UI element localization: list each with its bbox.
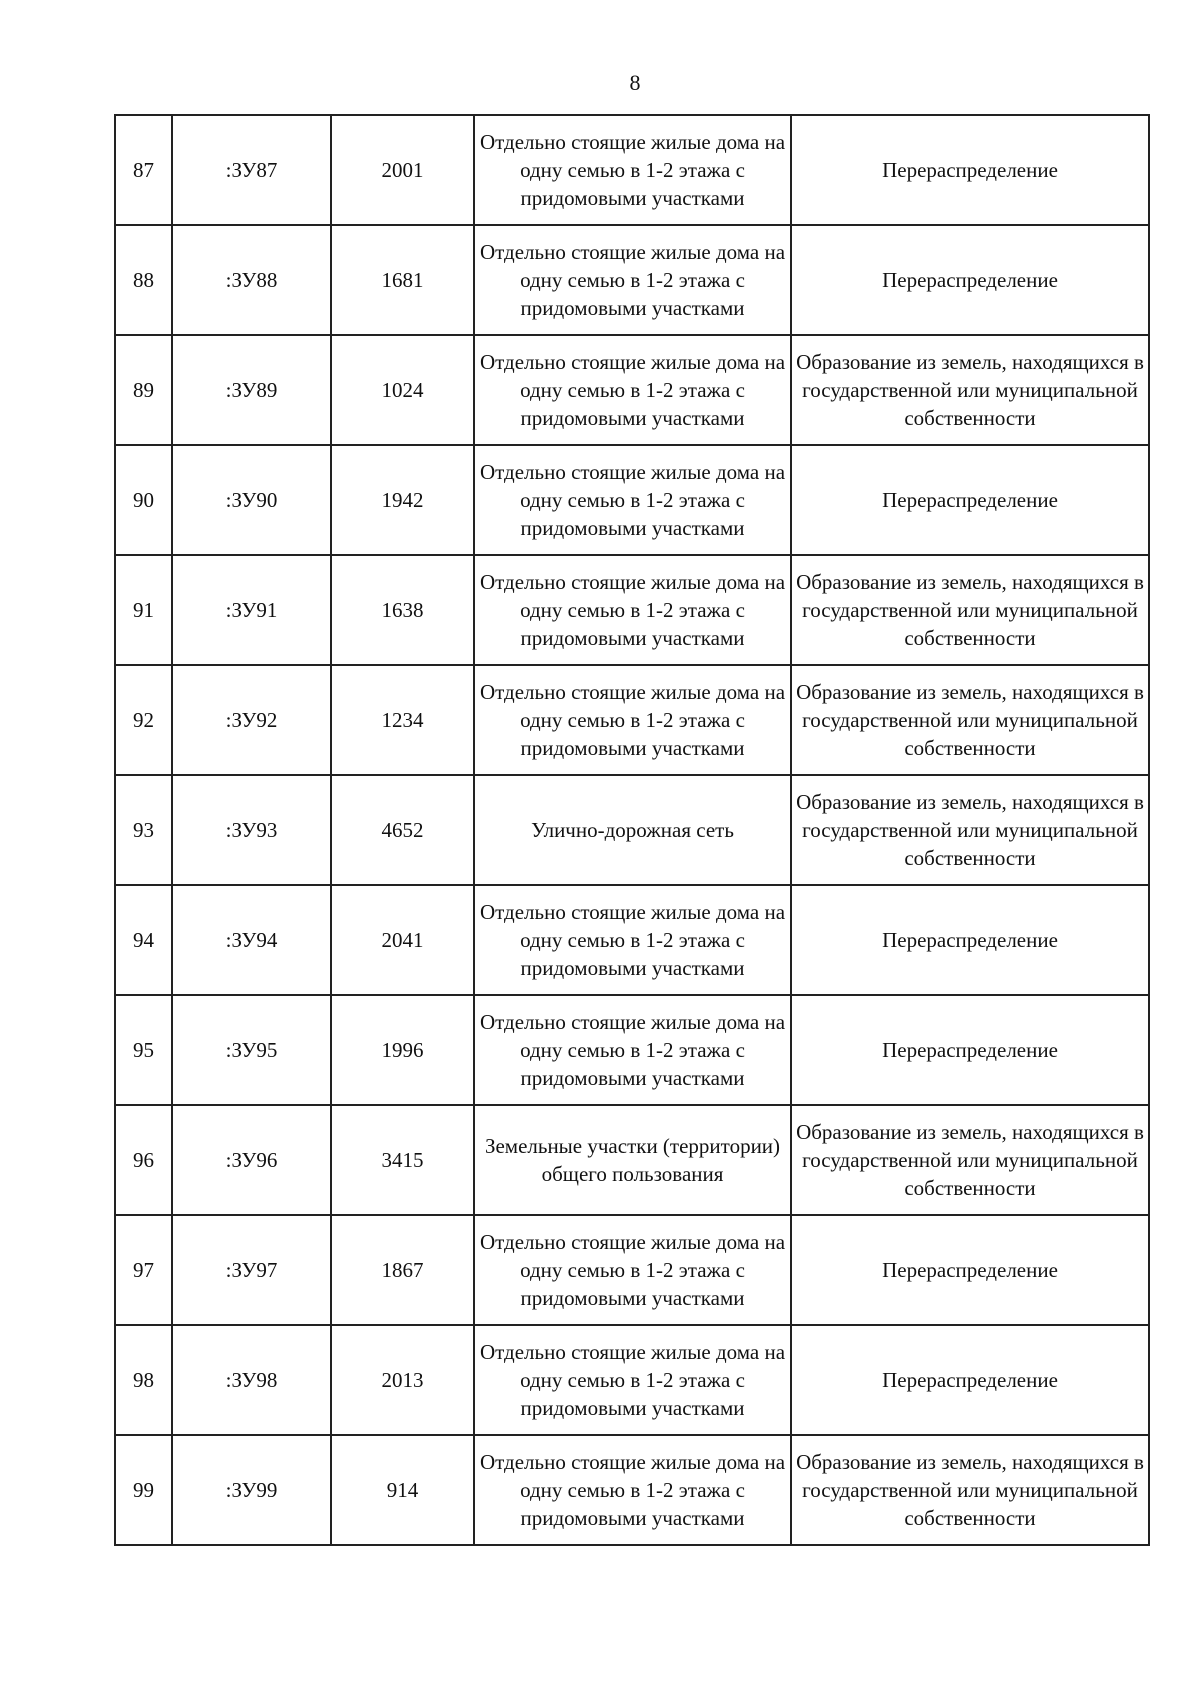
- table-row: [115, 1435, 1149, 1545]
- table-row: [115, 1215, 1149, 1325]
- plot-area: 1996: [331, 995, 474, 1105]
- plot-area: 3415: [331, 1105, 474, 1215]
- plot-area: 914: [331, 1435, 474, 1545]
- permitted-use: Отдельно стоящие жилые дома на одну семью в 1-2 этажа с придомовыми участками: [474, 885, 791, 995]
- table-row: [115, 775, 1149, 885]
- plot-area: 2001: [331, 115, 474, 225]
- permitted-use: Отдельно стоящие жилые дома на одну семью в 1-2 этажа с придомовыми участками: [474, 225, 791, 335]
- formation-method: Образование из земель, находящихся в государственной или муниципальной собственности: [791, 775, 1149, 885]
- table-row: [115, 115, 1149, 225]
- formation-method: Образование из земель, находящихся в государственной или муниципальной собственности: [791, 1435, 1149, 1545]
- formation-method: Перераспределение: [791, 115, 1149, 225]
- formation-method: Перераспределение: [791, 995, 1149, 1105]
- table-row: [115, 995, 1149, 1105]
- formation-method: Перераспределение: [791, 445, 1149, 555]
- plot-area: 1681: [331, 225, 474, 335]
- formation-method: Образование из земель, находящихся в государственной или муниципальной собственности: [791, 665, 1149, 775]
- plot-designation: :ЗУ96: [172, 1105, 331, 1215]
- permitted-use: Отдельно стоящие жилые дома на одну семью в 1-2 этажа с придомовыми участками: [474, 1325, 791, 1435]
- row-number: 94: [115, 885, 172, 995]
- formation-method: Перераспределение: [791, 1325, 1149, 1435]
- formation-method: Образование из земель, находящихся в государственной или муниципальной собственности: [791, 1105, 1149, 1215]
- plot-designation: :ЗУ89: [172, 335, 331, 445]
- plot-area: 1638: [331, 555, 474, 665]
- permitted-use: Земельные участки (территории) общего пользования: [474, 1105, 791, 1215]
- formation-method: Образование из земель, находящихся в государственной или муниципальной собственности: [791, 335, 1149, 445]
- permitted-use: Отдельно стоящие жилые дома на одну семью в 1-2 этажа с придомовыми участками: [474, 115, 791, 225]
- row-number: 93: [115, 775, 172, 885]
- permitted-use: Отдельно стоящие жилые дома на одну семью в 1-2 этажа с придомовыми участками: [474, 1435, 791, 1545]
- row-number: 91: [115, 555, 172, 665]
- formation-method: Образование из земель, находящихся в государственной или муниципальной собственности: [791, 555, 1149, 665]
- table-row: [115, 335, 1149, 445]
- permitted-use: Отдельно стоящие жилые дома на одну семью в 1-2 этажа с придомовыми участками: [474, 665, 791, 775]
- plot-designation: :ЗУ98: [172, 1325, 331, 1435]
- plot-designation: :ЗУ97: [172, 1215, 331, 1325]
- plot-designation: :ЗУ93: [172, 775, 331, 885]
- row-number: 95: [115, 995, 172, 1105]
- table-row: [115, 885, 1149, 995]
- plot-area: 2013: [331, 1325, 474, 1435]
- row-number: 99: [115, 1435, 172, 1545]
- table-row: [115, 1325, 1149, 1435]
- permitted-use: Отдельно стоящие жилые дома на одну семью в 1-2 этажа с придомовыми участками: [474, 1215, 791, 1325]
- formation-method: Перераспределение: [791, 1215, 1149, 1325]
- table-row: [115, 225, 1149, 335]
- table-row: [115, 445, 1149, 555]
- plot-area: 1867: [331, 1215, 474, 1325]
- permitted-use: Отдельно стоящие жилые дома на одну семью в 1-2 этажа с придомовыми участками: [474, 555, 791, 665]
- plot-designation: :ЗУ91: [172, 555, 331, 665]
- plot-area: 4652: [331, 775, 474, 885]
- permitted-use: Отдельно стоящие жилые дома на одну семью в 1-2 этажа с придомовыми участками: [474, 445, 791, 555]
- row-number: 98: [115, 1325, 172, 1435]
- formation-method: Перераспределение: [791, 225, 1149, 335]
- page-number: 8: [629, 70, 641, 95]
- row-number: 90: [115, 445, 172, 555]
- row-number: 92: [115, 665, 172, 775]
- permitted-use: Отдельно стоящие жилые дома на одну семью в 1-2 этажа с придомовыми участками: [474, 335, 791, 445]
- plot-designation: :ЗУ95: [172, 995, 331, 1105]
- row-number: 97: [115, 1215, 172, 1325]
- permitted-use: Улично-дорожная сеть: [474, 775, 791, 885]
- plot-designation: :ЗУ94: [172, 885, 331, 995]
- plot-designation: :ЗУ99: [172, 1435, 331, 1545]
- table-row: [115, 665, 1149, 775]
- plot-area: 1024: [331, 335, 474, 445]
- row-number: 89: [115, 335, 172, 445]
- row-number: 88: [115, 225, 172, 335]
- table-row: [115, 555, 1149, 665]
- plot-area: 2041: [331, 885, 474, 995]
- plot-designation: :ЗУ87: [172, 115, 331, 225]
- plot-designation: :ЗУ92: [172, 665, 331, 775]
- plot-area: 1234: [331, 665, 474, 775]
- land-plots-table: [114, 114, 1150, 1546]
- row-number: 96: [115, 1105, 172, 1215]
- plot-designation: :ЗУ88: [172, 225, 331, 335]
- row-number: 87: [115, 115, 172, 225]
- formation-method: Перераспределение: [791, 885, 1149, 995]
- plot-designation: :ЗУ90: [172, 445, 331, 555]
- table-row: [115, 1105, 1149, 1215]
- permitted-use: Отдельно стоящие жилые дома на одну семью в 1-2 этажа с придомовыми участками: [474, 995, 791, 1105]
- plot-area: 1942: [331, 445, 474, 555]
